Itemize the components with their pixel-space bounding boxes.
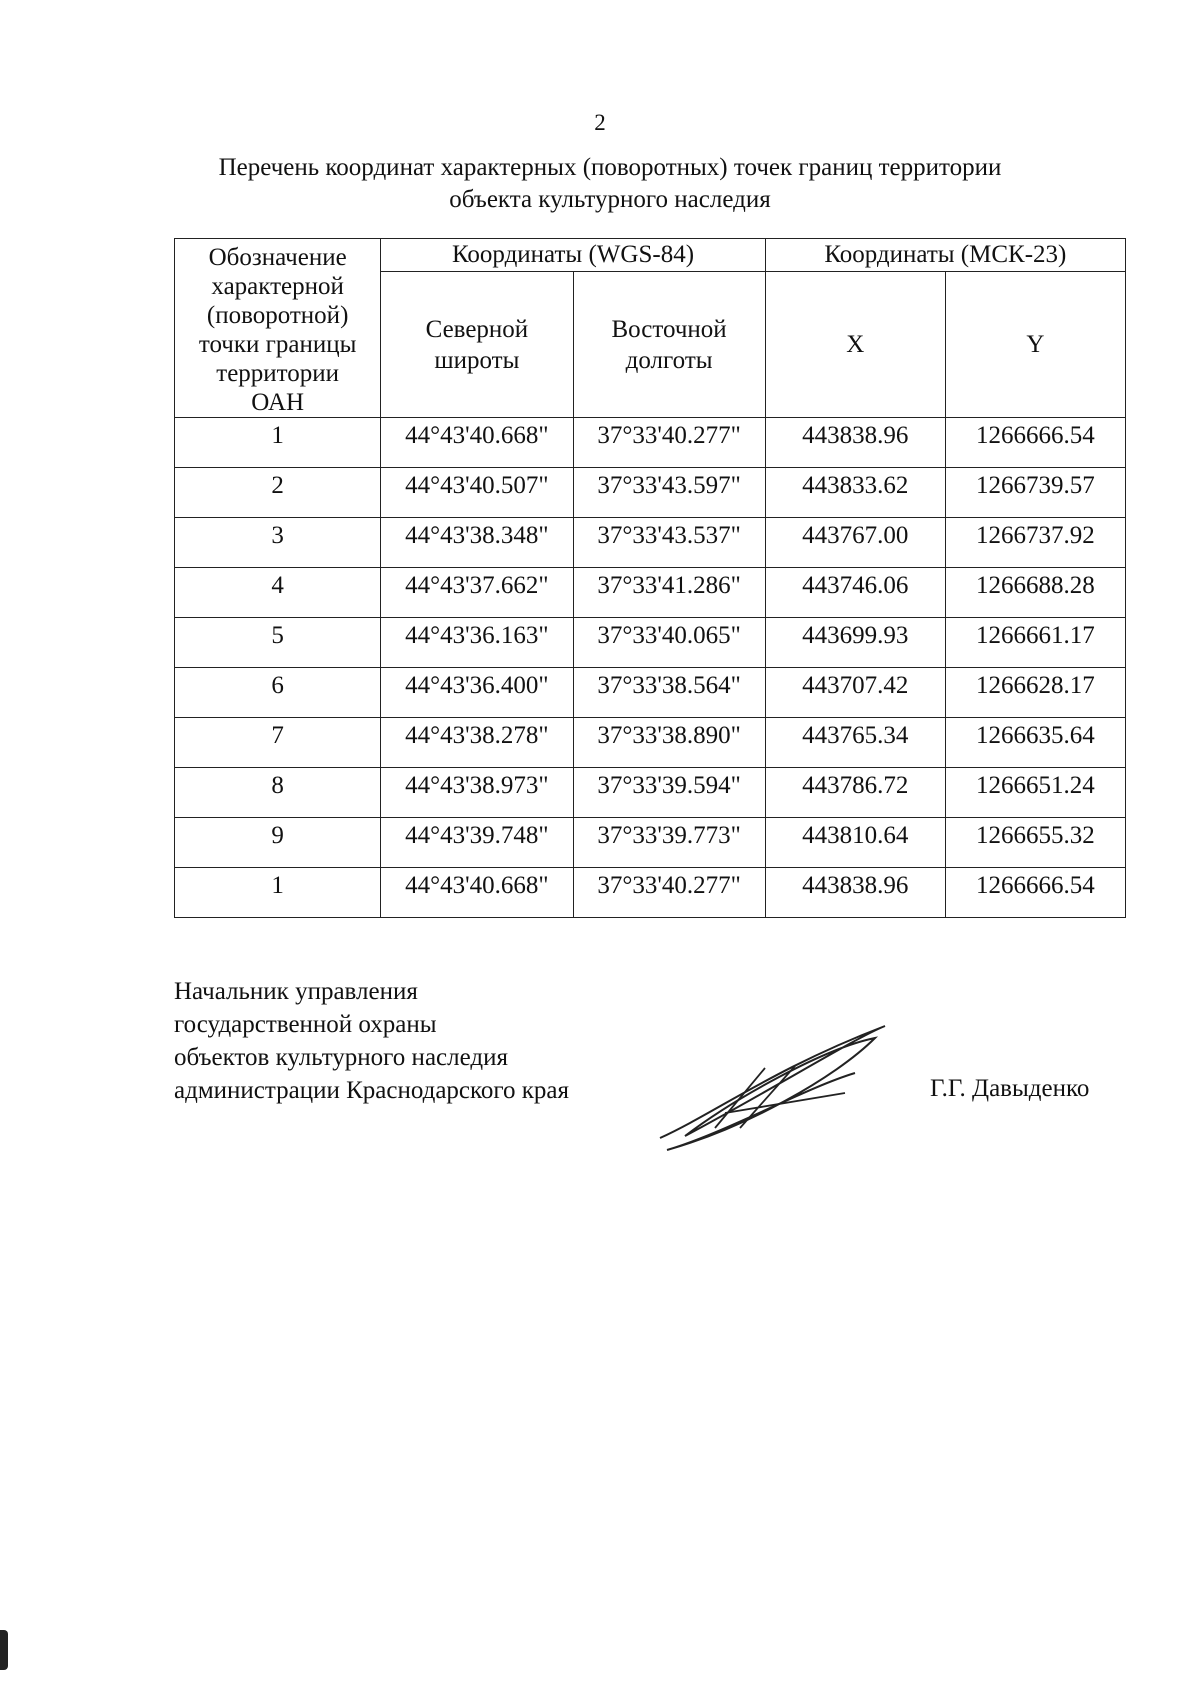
- document-title: [150, 152, 1070, 216]
- coordinates-table: [174, 238, 1126, 918]
- header-designation-line: Обозначение: [208, 244, 347, 271]
- cell-x: 443833.62: [765, 468, 945, 518]
- cell-lon: 37°33'38.890": [573, 718, 765, 768]
- cell-y: 1266688.28: [945, 568, 1125, 618]
- cell-lat: 44°43'37.662": [381, 568, 573, 618]
- table-row: [175, 768, 1126, 818]
- cell-lon: 37°33'40.065": [573, 618, 765, 668]
- cell-lat: 44°43'40.507": [381, 468, 573, 518]
- header-latitude-line: широты: [434, 346, 520, 374]
- scan-edge-mark: [0, 1630, 8, 1670]
- cell-point: 8: [175, 768, 381, 818]
- cell-lon: 37°33'39.773": [573, 818, 765, 868]
- cell-point: 1: [175, 868, 381, 918]
- header-longitude-line: Восточной: [611, 315, 727, 343]
- table-row: [175, 618, 1126, 668]
- cell-lon: 37°33'43.597": [573, 468, 765, 518]
- header-designation-line: (поворотной): [206, 302, 349, 329]
- cell-y: 1266635.64: [945, 718, 1125, 768]
- table-row: [175, 818, 1126, 868]
- header-designation: [175, 239, 381, 418]
- cell-point: 6: [175, 668, 381, 718]
- cell-lat: 44°43'36.163": [381, 618, 573, 668]
- table-row: [175, 418, 1126, 468]
- cell-point: 3: [175, 518, 381, 568]
- cell-y: 1266661.17: [945, 618, 1125, 668]
- cell-x: 443699.93: [765, 618, 945, 668]
- cell-lat: 44°43'38.278": [381, 718, 573, 768]
- header-x: X: [765, 272, 945, 418]
- position-line: государственной охраны: [174, 1011, 437, 1038]
- cell-lat: 44°43'39.748": [381, 818, 573, 868]
- cell-y: 1266666.54: [945, 418, 1125, 468]
- cell-x: 443810.64: [765, 818, 945, 868]
- position-line: администрации Краснодарского края: [174, 1077, 570, 1104]
- header-y: Y: [945, 272, 1125, 418]
- cell-x: 443707.42: [765, 668, 945, 718]
- header-designation-line: ОАН: [251, 389, 305, 416]
- table-row: [175, 568, 1126, 618]
- signer-name: Г.Г. Давыденко: [930, 1075, 1090, 1102]
- cell-x: 443746.06: [765, 568, 945, 618]
- cell-lat: 44°43'38.973": [381, 768, 573, 818]
- header-msk23: Координаты (МСК-23): [765, 239, 1125, 272]
- cell-lat: 44°43'40.668": [381, 868, 573, 918]
- cell-point: 1: [175, 418, 381, 468]
- header-longitude-line: долготы: [625, 346, 713, 374]
- cell-lat: 44°43'38.348": [381, 518, 573, 568]
- cell-y: 1266628.17: [945, 668, 1125, 718]
- title-line-2: объекта культурного наследия: [449, 186, 771, 213]
- cell-lon: 37°33'40.277": [573, 868, 765, 918]
- cell-x: 443786.72: [765, 768, 945, 818]
- signature-block: [174, 975, 569, 1107]
- position-line: объектов культурного наследия: [174, 1044, 508, 1071]
- table-row: [175, 518, 1126, 568]
- cell-x: 443767.00: [765, 518, 945, 568]
- cell-lon: 37°33'38.564": [573, 668, 765, 718]
- cell-lat: 44°43'40.668": [381, 418, 573, 468]
- title-line-1: Перечень координат характерных (поворотных) точек границ территории: [218, 154, 1002, 181]
- position-line: Начальник управления: [174, 978, 418, 1005]
- cell-x: 443765.34: [765, 718, 945, 768]
- cell-y: 1266651.24: [945, 768, 1125, 818]
- cell-y: 1266737.92: [945, 518, 1125, 568]
- table-row: [175, 718, 1126, 768]
- header-designation-line: территории: [216, 360, 340, 387]
- cell-point: 7: [175, 718, 381, 768]
- cell-lon: 37°33'40.277": [573, 418, 765, 468]
- cell-x: 443838.96: [765, 868, 945, 918]
- cell-point: 4: [175, 568, 381, 618]
- header-wgs84: Координаты (WGS-84): [381, 239, 765, 272]
- table-row: [175, 468, 1126, 518]
- cell-point: 9: [175, 818, 381, 868]
- table-row: [175, 668, 1126, 718]
- header-designation-line: характерной: [211, 273, 344, 300]
- header-designation-line: точки границы: [198, 331, 357, 358]
- cell-lon: 37°33'41.286": [573, 568, 765, 618]
- page-number: 2: [594, 110, 606, 135]
- cell-lon: 37°33'39.594": [573, 768, 765, 818]
- cell-y: 1266739.57: [945, 468, 1125, 518]
- cell-point: 5: [175, 618, 381, 668]
- cell-x: 443838.96: [765, 418, 945, 468]
- cell-point: 2: [175, 468, 381, 518]
- cell-lon: 37°33'43.537": [573, 518, 765, 568]
- cell-lat: 44°43'36.400": [381, 668, 573, 718]
- table-row: [175, 868, 1126, 918]
- header-latitude: [381, 272, 573, 418]
- header-latitude-line: Северной: [425, 315, 529, 343]
- header-longitude: [573, 272, 765, 418]
- cell-y: 1266655.32: [945, 818, 1125, 868]
- cell-y: 1266666.54: [945, 868, 1125, 918]
- handwritten-signature-icon: [655, 1018, 895, 1158]
